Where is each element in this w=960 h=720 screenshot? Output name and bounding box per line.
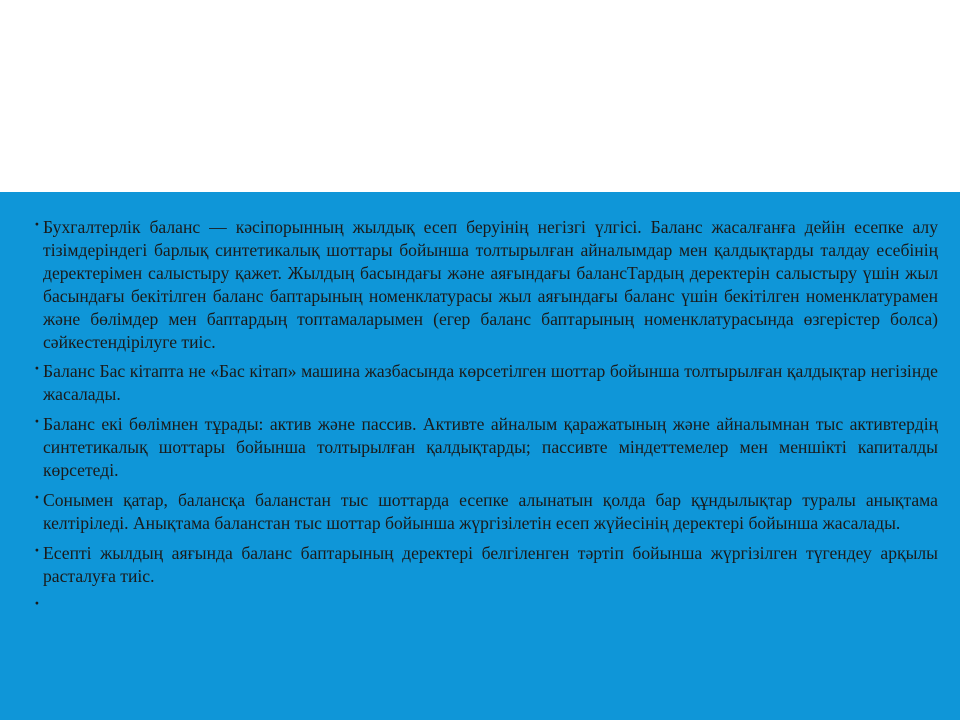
bullet-text: Баланс екі бөлімнен тұрады: актив және пассив. Активте айналым қаражатының және айналымнан тыс активтердің синтетикалық шоттары бойынша толтырылған қалдықтарды; пассивте міндеттемелер мен меншікті капиталды көрсетеді. [43, 414, 938, 481]
bullet-item [34, 539, 938, 588]
bullet-text: Бухгалтерлік баланс — кәсіпорынның жылдық есеп беруінің негізгі үлгісі. Баланс жасалғанға дейін есепке алу тізімдеріндегі барлық синтетикалық шоттары бойынша толтырылған айналымдар мен қалдықтарды талдау есебінің деректерімен салыстыру қажет. Жылдың басындағы және аяғындағы балансТардың деректерін салыстыру үшін жыл басындағы бекітілген баланс баптарының номенклатурасы жыл аяғындағы баланс үшін бекітілген номенклатурамен және бөлімдер мен баптардың топтамаларымен (егер баланс баптарының номенклатурасында өзгерістер болса) сәйкестендірілуге тиіс. [43, 217, 938, 352]
bullet-item [34, 216, 938, 353]
bullet-dot-icon: · [34, 214, 40, 234]
bullet-dot-icon: · [34, 592, 40, 613]
bullet-item [34, 413, 938, 482]
bullet-dot-icon: · [34, 539, 40, 560]
bullet-dot-icon: · [34, 411, 40, 432]
bullet-dot-icon: · [34, 486, 40, 507]
bullet-text: Сонымен қатар, балансқа баланстан тыс шоттарда есепке алынатын қолда бар құндылықтар туралы анықтама келтіріледі. Анықтама баланстан тыс шоттар бойынша жүргізілетін есеп жүйесінің деректері бойынша жасалады. [43, 489, 938, 533]
bullet-text: Баланс Бас кітапта не «Бас кітап» машина жазбасында көрсетілген шоттар бойынша толтырылған қалдықтар негізінде жасалады. [43, 361, 938, 405]
bullet-item [34, 486, 938, 535]
bullet-dot-icon: · [34, 358, 40, 379]
slide-title-area [0, 0, 960, 192]
bullet-list [34, 214, 938, 613]
bullet-item [34, 360, 938, 406]
bullet-text: Есепті жылдың аяғында баланс баптарының деректері белгіленген тәртіп бойынша жүргізілген түгендеу арқылы расталуға тиіс. [43, 542, 938, 586]
